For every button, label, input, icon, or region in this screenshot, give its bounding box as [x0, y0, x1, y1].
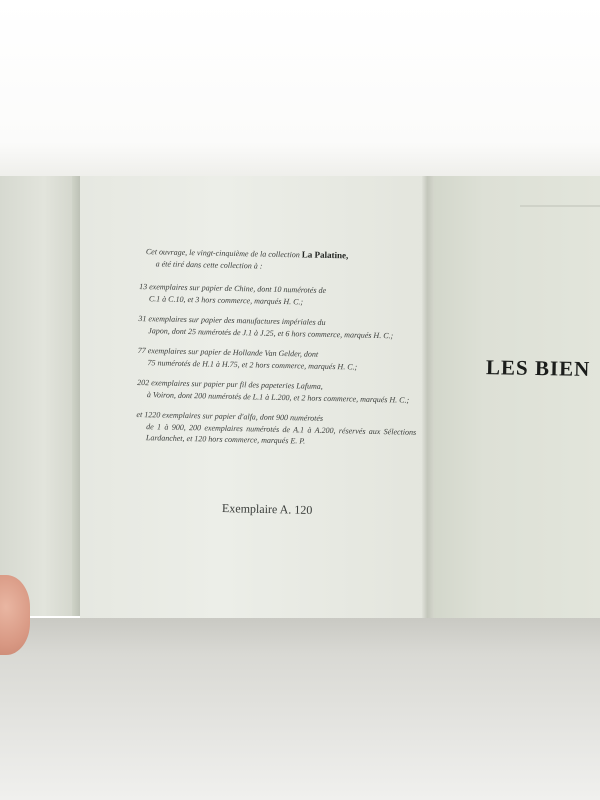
book-gutter — [422, 176, 434, 618]
right-page-rule — [520, 205, 600, 207]
entry-continuation: 75 numérotés de H.1 à H.75, et 2 hors commerce, marqués H. C.; — [147, 357, 358, 372]
entry-continuation: Japon, dont 25 numérotés de J.1 à J.25, et 6 hors commerce, marqués H. C.; — [148, 325, 394, 340]
intro-prefix: Cet ouvrage, le vingt-cinquième de la collection — [145, 247, 300, 260]
edition-entry — [136, 409, 417, 449]
entry-first-line: 77 exemplaires sur papier de Hollande Van Gelder, dont — [137, 345, 319, 359]
edition-entry — [138, 313, 418, 342]
entry-first-line: 31 exemplaires sur papier des manufactures impériales du — [138, 313, 326, 327]
background-top — [0, 0, 600, 178]
edition-entry — [137, 377, 417, 406]
entry-continuation: C.1 à C.10, et 3 hors commerce, marqués H. C.; — [148, 293, 304, 306]
colophon-text — [136, 246, 420, 458]
intro-suffix: a été tiré dans cette collection à : — [155, 258, 263, 271]
edition-entry — [139, 281, 419, 310]
collection-name: La Palatine, — [301, 249, 349, 261]
left-page-edge — [0, 176, 80, 616]
entry-first-line: 13 exemplaires sur papier de Chine, dont 10 numérotés de — [139, 281, 327, 295]
entry-first-line: 202 exemplaires sur papier pur fil des papeteries Lafuma, — [137, 377, 323, 391]
colophon-intro — [140, 246, 420, 275]
entry-continuation: à Voiron, dont 200 numérotés de L.1 à L.200, et 2 hors commerce, marqués H. C.; — [146, 389, 410, 405]
background-bottom — [0, 618, 600, 800]
exemplaire-number: Exemplaire A. 120 — [221, 501, 313, 517]
entry-first-line: et 1220 exemplaires sur papier d'alfa, dont 900 numérotés — [136, 409, 324, 423]
entry-continuation: de 1 à 900, 200 exemplaires numérotés de A.1 à A.200, réservés aux Sélections Lardanchet, et 120 hors commerce, marqués E. P. — [145, 421, 417, 446]
edition-entry — [137, 345, 417, 374]
right-page — [434, 176, 600, 618]
right-page-title: LES BIEN — [485, 355, 591, 381]
